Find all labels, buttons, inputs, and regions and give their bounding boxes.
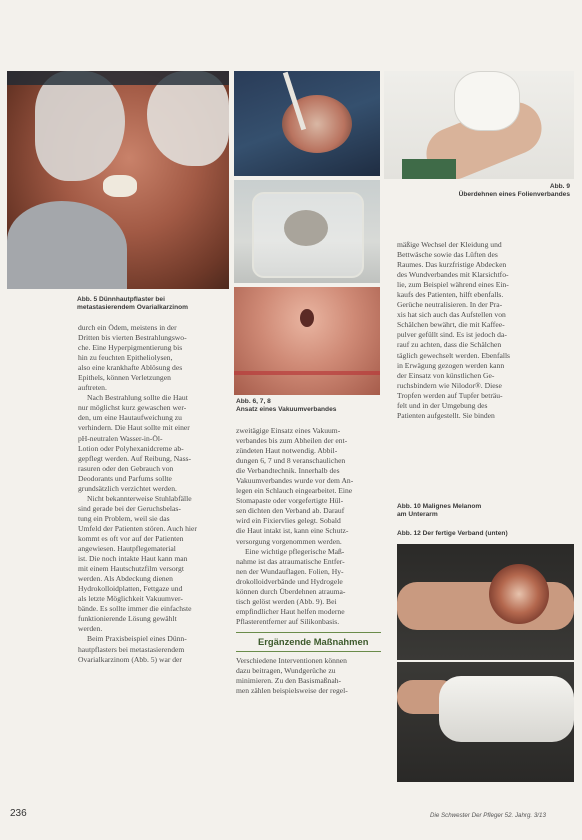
text-line: Eine wichtige pflegerische Maß- (245, 546, 345, 556)
text-line: pulver gefüllt sind. Es ist jedoch da- (397, 330, 507, 340)
text-line: können durch Überdehnen atrauma- (236, 586, 346, 596)
text-line: den, um eine Hautaufweichung zu (78, 413, 182, 423)
photo-fig5-glove-bottom (7, 201, 127, 289)
text-line: Nach Bestrahlung sollte die Haut (87, 393, 188, 403)
text-line: Raumes. Das kurzfristige Abdecken (397, 260, 507, 270)
text-line: die Haut intakt ist, kann eine Schutz- (236, 526, 349, 536)
text-line: wird ein Fixiervlies gelegt. Sobald (236, 516, 341, 526)
caption-fig9 (440, 183, 570, 199)
text-line: minimieren. Zu den Basismaßnah- (236, 676, 342, 686)
journal-footer: Die Schwester Der Pfleger 52. Jahrg. 3/13 (430, 812, 546, 819)
text-line: Vakuumverbandes wurde vor dem An- (236, 476, 354, 486)
text-line: Ovarialkarzinom (Abb. 5) war der (78, 654, 182, 664)
text-line: tung ein Problem, weil sie das (78, 513, 170, 523)
text-line: in Erwägung gezogen werden kann (397, 360, 505, 370)
text-line: men zählen beispielsweise der regel- (236, 686, 348, 696)
text-line: felt und in der Umgebung des (397, 400, 488, 410)
photo-fig7 (234, 180, 380, 283)
text-line: legen ein Schlauch eingearbeitet. Eine (236, 486, 353, 496)
photo-fig9-overstretching-film (384, 71, 574, 179)
text-line: werden. (78, 624, 103, 634)
text-line: versorgung vorgenommen werden. (236, 536, 342, 546)
text-line: mäßige Wechsel der Kleidung und (397, 240, 502, 249)
text-line: Pflasterentferner auf Silikonbasis. (236, 616, 340, 626)
text-line: dungen 6, 7 und 8 veranschaulichen (236, 456, 346, 466)
text-line: rasuren oder den Gebrauch von (78, 463, 174, 473)
text-line: nur möglichst kurz gewaschen wer- (78, 403, 187, 413)
text-line: Tropfen werden auf Tupfer beträu- (397, 390, 503, 400)
text-line: nahme ist das atraumatische Entfer- (236, 556, 345, 566)
photo-fig5-light-band (7, 71, 229, 85)
text-line: hautpflasters bei metastasierendem (78, 644, 185, 654)
text-line: kommt es oft vor auf der Patienten (78, 533, 184, 543)
photo-fig12-bandage (439, 676, 574, 742)
text-line: bände. Es sollte immer die einfachste (78, 604, 192, 614)
text-line: Lotion oder Polyhexanidcreme ab- (78, 443, 184, 453)
text-column-3 (397, 240, 569, 421)
text-line: ruchsbindern wie Nilodor®. Diese (397, 380, 502, 390)
text-line: hin zu feuchten Epitheliolysen, (78, 353, 173, 363)
text-line: durch ein Ödem, meistens in der (78, 323, 177, 332)
photo-fig8-blood-line (234, 371, 380, 375)
text-line: Schälchen bewährt, die mit Kaffee- (397, 320, 505, 330)
text-line: Patienten aufgestellt. Sie binden (397, 410, 495, 420)
text-line: sen dichten den Verband ab. Darauf (236, 506, 345, 516)
photo-fig9-glove (454, 71, 520, 131)
caption-fig5-sub: metastasierendem Ovarialkarzinom (77, 304, 189, 311)
page-number: 236 (10, 808, 27, 819)
text-line: zweitägige Einsatz eines Vakuum- (236, 426, 341, 435)
text-column-1 (78, 323, 226, 665)
caption-fig10-title: Abb. 10 Malignes Melanom (397, 503, 482, 510)
text-column-2 (236, 426, 381, 627)
text-line: des Wundverbandes mit Klarsichtfo- (397, 270, 509, 280)
text-line: Verschiedene Interventionen können (236, 656, 347, 665)
heading-rule-top (236, 632, 381, 633)
text-line: dazu beitragen, Wundgerüche zu (236, 666, 336, 676)
text-line: lie, zum Beispiel während eines Ein- (397, 280, 509, 290)
photo-fig5-dressing-piece (103, 175, 137, 197)
text-line: Gerüche neutralisieren. In der Pra- (397, 300, 503, 310)
text-line: Beim Praxisbeispiel eines Dünn- (87, 634, 187, 644)
photo-fig9-sleeve (402, 159, 456, 179)
photo-fig5-glove-left (35, 71, 125, 181)
text-column-2-continued (236, 656, 381, 696)
text-line: zündeten Haut notwendig. Abbil- (236, 446, 338, 456)
section-heading: Ergänzende Maßnahmen (258, 636, 369, 647)
text-line: Hydrokolloidplatten, Fettgaze und (78, 584, 183, 594)
photo-fig12-finished-dressing (397, 662, 574, 782)
text-line: xis hat sich auch das Aufstellen von (397, 310, 506, 320)
text-line: angewiesen. Hautpflegematerial (78, 544, 176, 554)
text-line: Epithels, können Verletzungen (78, 373, 171, 383)
text-line: Umfeld der Patienten stören. Auch hier (78, 523, 197, 533)
photo-fig10-tumor (489, 564, 549, 624)
text-line: drokolloidverbände und Hydrogele (236, 576, 343, 586)
text-line: mit einem Hautschutzfilm versorgt (78, 564, 184, 574)
text-line: Deodorants und Parfums sollte (78, 473, 172, 483)
text-line: sind gerade bei der Geruchsbelas- (78, 503, 181, 513)
text-line: kaufs des Patienten, hilft ebenfalls. (397, 290, 504, 300)
text-line: Nicht bekannterweise Stuhlabfälle (87, 493, 192, 503)
text-line: empfindlicher Haut helfen moderne (236, 606, 345, 616)
text-line: täglich gewechselt werden. Ebenfalls (397, 350, 511, 360)
text-line: auftreten. (78, 383, 107, 393)
text-line: Stomapaste oder vorgefertigte Hül- (236, 496, 344, 506)
caption-fig12 (397, 530, 508, 538)
caption-fig678-title: Abb. 6, 7, 8 (236, 398, 271, 405)
text-line: die Verbandtechnik. Innerhalb des (236, 466, 340, 476)
text-line: Dritten bis vierten Bestrahlungswo- (78, 333, 187, 343)
photo-fig8 (234, 287, 380, 395)
heading-rule-bottom (236, 651, 381, 652)
caption-fig678 (236, 398, 336, 414)
caption-fig10 (397, 503, 481, 519)
text-line: verbandes bis zum Abheilen der ent- (236, 436, 348, 446)
caption-fig678-sub: Ansatz eines Vakuumverbandes (236, 406, 337, 413)
text-line: also eine krankhafte Ablösung des (78, 363, 183, 373)
caption-fig10-sub: am Unterarm (397, 511, 438, 518)
caption-fig9-title: Abb. 9 (549, 183, 570, 190)
text-line: gepflegt werden. Auf Reibung, Nass- (78, 453, 192, 463)
photo-fig8-stoma (300, 309, 314, 327)
text-line: werden. Als Abdeckung dienen (78, 574, 173, 584)
text-line: als letzte Möglichkeit Vakuumver- (78, 594, 183, 604)
text-line: ist. Die noch intakte Haut kann man (78, 554, 188, 564)
photo-fig10-melanoma (397, 544, 574, 660)
photo-fig5-thin-hydrocolloid-dressing (7, 71, 229, 289)
text-line: tisch gelöst werden (Abb. 9). Bei (236, 596, 337, 606)
caption-fig5 (77, 296, 188, 312)
caption-fig9-sub: Überdehnen eines Folienverbandes (458, 191, 570, 198)
text-line: rauf zu achten, dass die Schälchen (397, 340, 502, 350)
text-line: der Einsatz von künstlichen Ge- (397, 370, 495, 380)
photo-fig6 (234, 71, 380, 176)
text-line: che. Eine Hyperpigmentierung bis (78, 343, 183, 353)
text-line: nen der Wundauflagen. Folien, Hy- (236, 566, 344, 576)
photo-fig5-glove-right (147, 71, 229, 166)
text-line: funktionierende Lösung gewählt (78, 614, 177, 624)
text-line: verhindern. Die Haut sollte mit einer (78, 423, 190, 433)
caption-fig12-title: Abb. 12 Der fertige Verband (unten) (397, 530, 508, 537)
text-line: grundsätzlich verzichtet werden. (78, 483, 177, 493)
text-line: Bettwäsche sowie das Lüften des (397, 250, 498, 260)
caption-fig5-title: Abb. 5 Dünnhautpflaster bei (77, 296, 165, 303)
photo-fig7-foam (284, 210, 328, 246)
text-line: pH-neutralen Wasser-in-Öl- (78, 433, 163, 443)
